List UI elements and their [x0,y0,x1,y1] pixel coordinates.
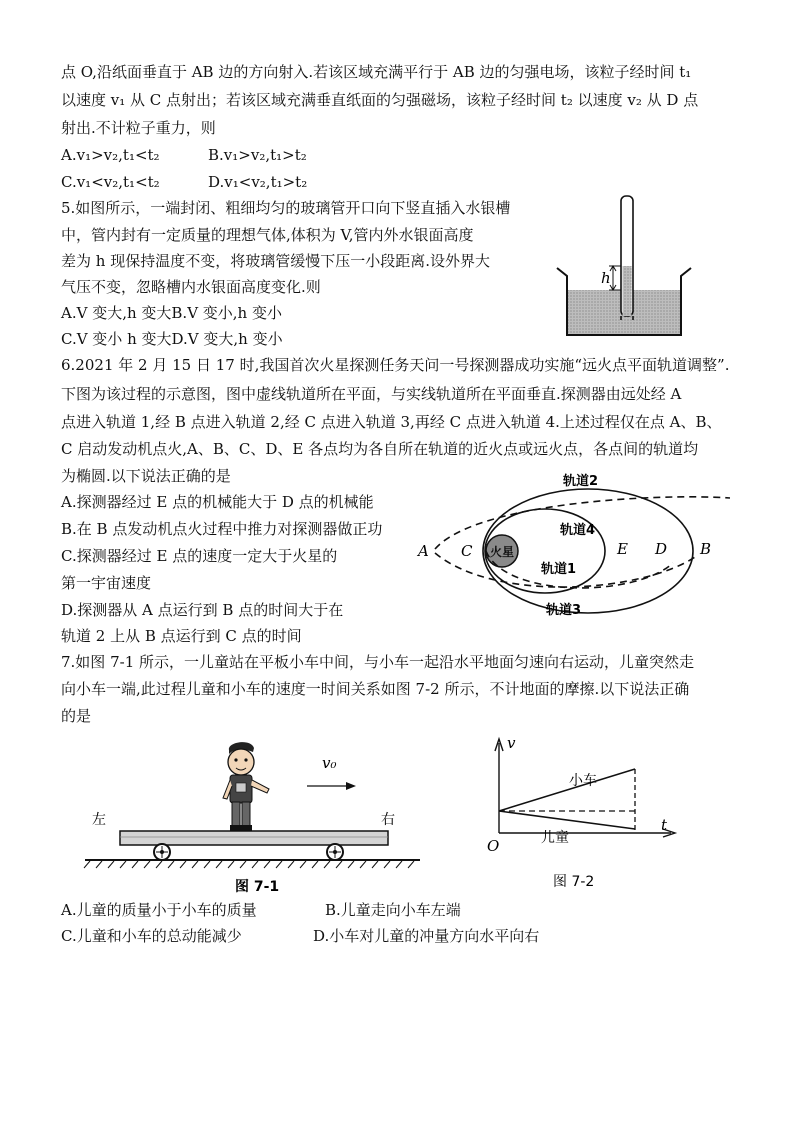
h-label: h [601,269,611,287]
q7-stem-line-2: 向小车一端,此过程儿童和小车的速度一时间关系如图 7-2 所示，不计地面的摩擦.以下说法正确 [61,680,690,698]
child-velocity-line [499,811,635,829]
cart-board [120,831,388,845]
point-a-label: A [418,542,429,560]
q7-stem-line-3: 的是 [61,707,92,725]
q6-option-a: A.探测器经过 E 点的机械能大于 D 点的机械能 [61,493,374,511]
q7-stem-line-1: 7.如图 7-1 所示，一儿童站在平板小车中间，与小车一起沿水平地面匀速向右运动，儿童突然走 [61,653,695,671]
cart-velocity-line [499,769,635,811]
cart-wheel-right [327,844,343,860]
origin-label: O [487,837,500,855]
q7-option-d: D.小车对儿童的冲量方向水平向右 [313,927,540,945]
figure-7-1 [75,738,435,896]
v-axis-label: v [507,734,516,752]
mercury-in-tube [623,266,632,316]
q5-options-ab: A.V 变大,h 变大B.V 变小,h 变小 [61,304,282,322]
v0-label: v₀ [322,754,337,772]
q5-stem-line-2: 中，管内封有一定质量的理想气体,体积为 V,管内外水银面高度 [61,226,474,244]
ground-hatch [84,861,414,868]
orbit-3-label: 轨道3 [546,603,582,618]
child-figure [223,742,269,831]
q4-option-a: A.v₁>v₂,t₁<t₂ [61,146,160,164]
cart-line-label: 小车 [569,773,597,789]
point-e-label: E [617,540,628,558]
child-line-label: 儿童 [541,830,569,846]
q5-stem-line-3: 差为 h 现保持温度不变，将玻璃管缓慢下压一小段距离.设外界大 [61,252,490,270]
q7-option-a: A.儿童的质量小于小车的质量 [61,901,257,919]
q5-options-cd: C.V 变小 h 变大D.V 变大,h 变小 [61,330,283,348]
point-d-label: D [655,540,668,558]
right-label: 右 [381,812,395,828]
figure-7-2 [485,735,680,895]
q4-stem-line-2: 以速度 v₁ 从 C 点射出；若该区域充满垂直纸面的匀强磁场，该粒子经时间 t₂ 以速度 v₂ 从 D 点 [61,91,699,109]
q4-option-b: B.v₁>v₂,t₁>t₂ [208,146,307,164]
q7-option-c: C.儿童和小车的总动能减少 [61,927,242,945]
q6-option-d-line-1: D.探测器从 A 点运行到 B 点的时间大于在 [61,601,344,619]
figure-7-1-caption: 图 7-1 [235,879,280,895]
q5-stem-line-4: 气压不变，忽略槽内水银面高度变化.则 [61,278,321,296]
q6-orbit-figure [415,463,735,618]
q4-option-d: D.v₁<v₂,t₁>t₂ [208,173,308,191]
q5-stem-line-1: 5.如图所示，一端封闭、粗细均匀的玻璃管开口向下竖直插入水银槽 [61,199,511,217]
orbit-2-label: 轨道2 [563,474,599,489]
q6-option-d-line-2: 轨道 2 上从 B 点运行到 C 点的时间 [61,627,302,645]
figure-7-2-caption: 图 7-2 [553,874,595,890]
q4-stem-line-3: 射出.不计粒子重力，则 [61,119,216,137]
q4-stem-line-1: 点 O,沿纸面垂直于 AB 边的方向射入.若该区域充满平行于 AB 边的匀强电场，该粒子经时间 t₁ [61,63,692,81]
cart-wheel-left [154,844,170,860]
mars-label: 火星 [489,545,515,559]
point-c-label: C [461,542,473,560]
q6-option-b: B.在 B 点发动机点火过程中推力对探测器做正功 [61,520,383,538]
q6-stem-line-4: C 启动发动机点火,A、B、C、D、E 各点均为各自所在轨道的近火点或远火点，各点间的轨道均 [61,440,699,458]
q6-option-c-line-2: 第一宇宙速度 [61,574,152,592]
q6-stem-line-3: 点进入轨道 1,经 B 点进入轨道 2,经 C 点进入轨道 3,再经 C 点进入轨道 4.上述过程仅在点 A、B、 [61,413,722,431]
point-b-label: B [700,540,712,558]
q6-stem-line-1: 6.2021 年 2 月 15 日 17 时,我国首次火星探测任务天问一号探测器成功实施“远火点平面轨道调整”. [61,356,730,374]
orbit-4-label: 轨道4 [560,523,596,538]
q6-stem-line-5: 为椭圆.以下说法正确的是 [61,467,231,485]
t-axis-label: t [661,816,668,834]
orbit-1-label: 轨道1 [541,562,577,577]
q6-stem-line-2: 下图为该过程的示意图，图中虚线轨道所在平面，与实线轨道所在平面垂直.探测器由远处经 A [61,385,682,403]
q4-option-c: C.v₁<v₂,t₁<t₂ [61,173,160,191]
q7-option-b: B.儿童走向小车左端 [325,901,461,919]
left-label: 左 [92,812,106,828]
q5-figure [555,190,695,345]
q6-option-c-line-1: C.探测器经过 E 点的速度一定大于火星的 [61,547,338,565]
